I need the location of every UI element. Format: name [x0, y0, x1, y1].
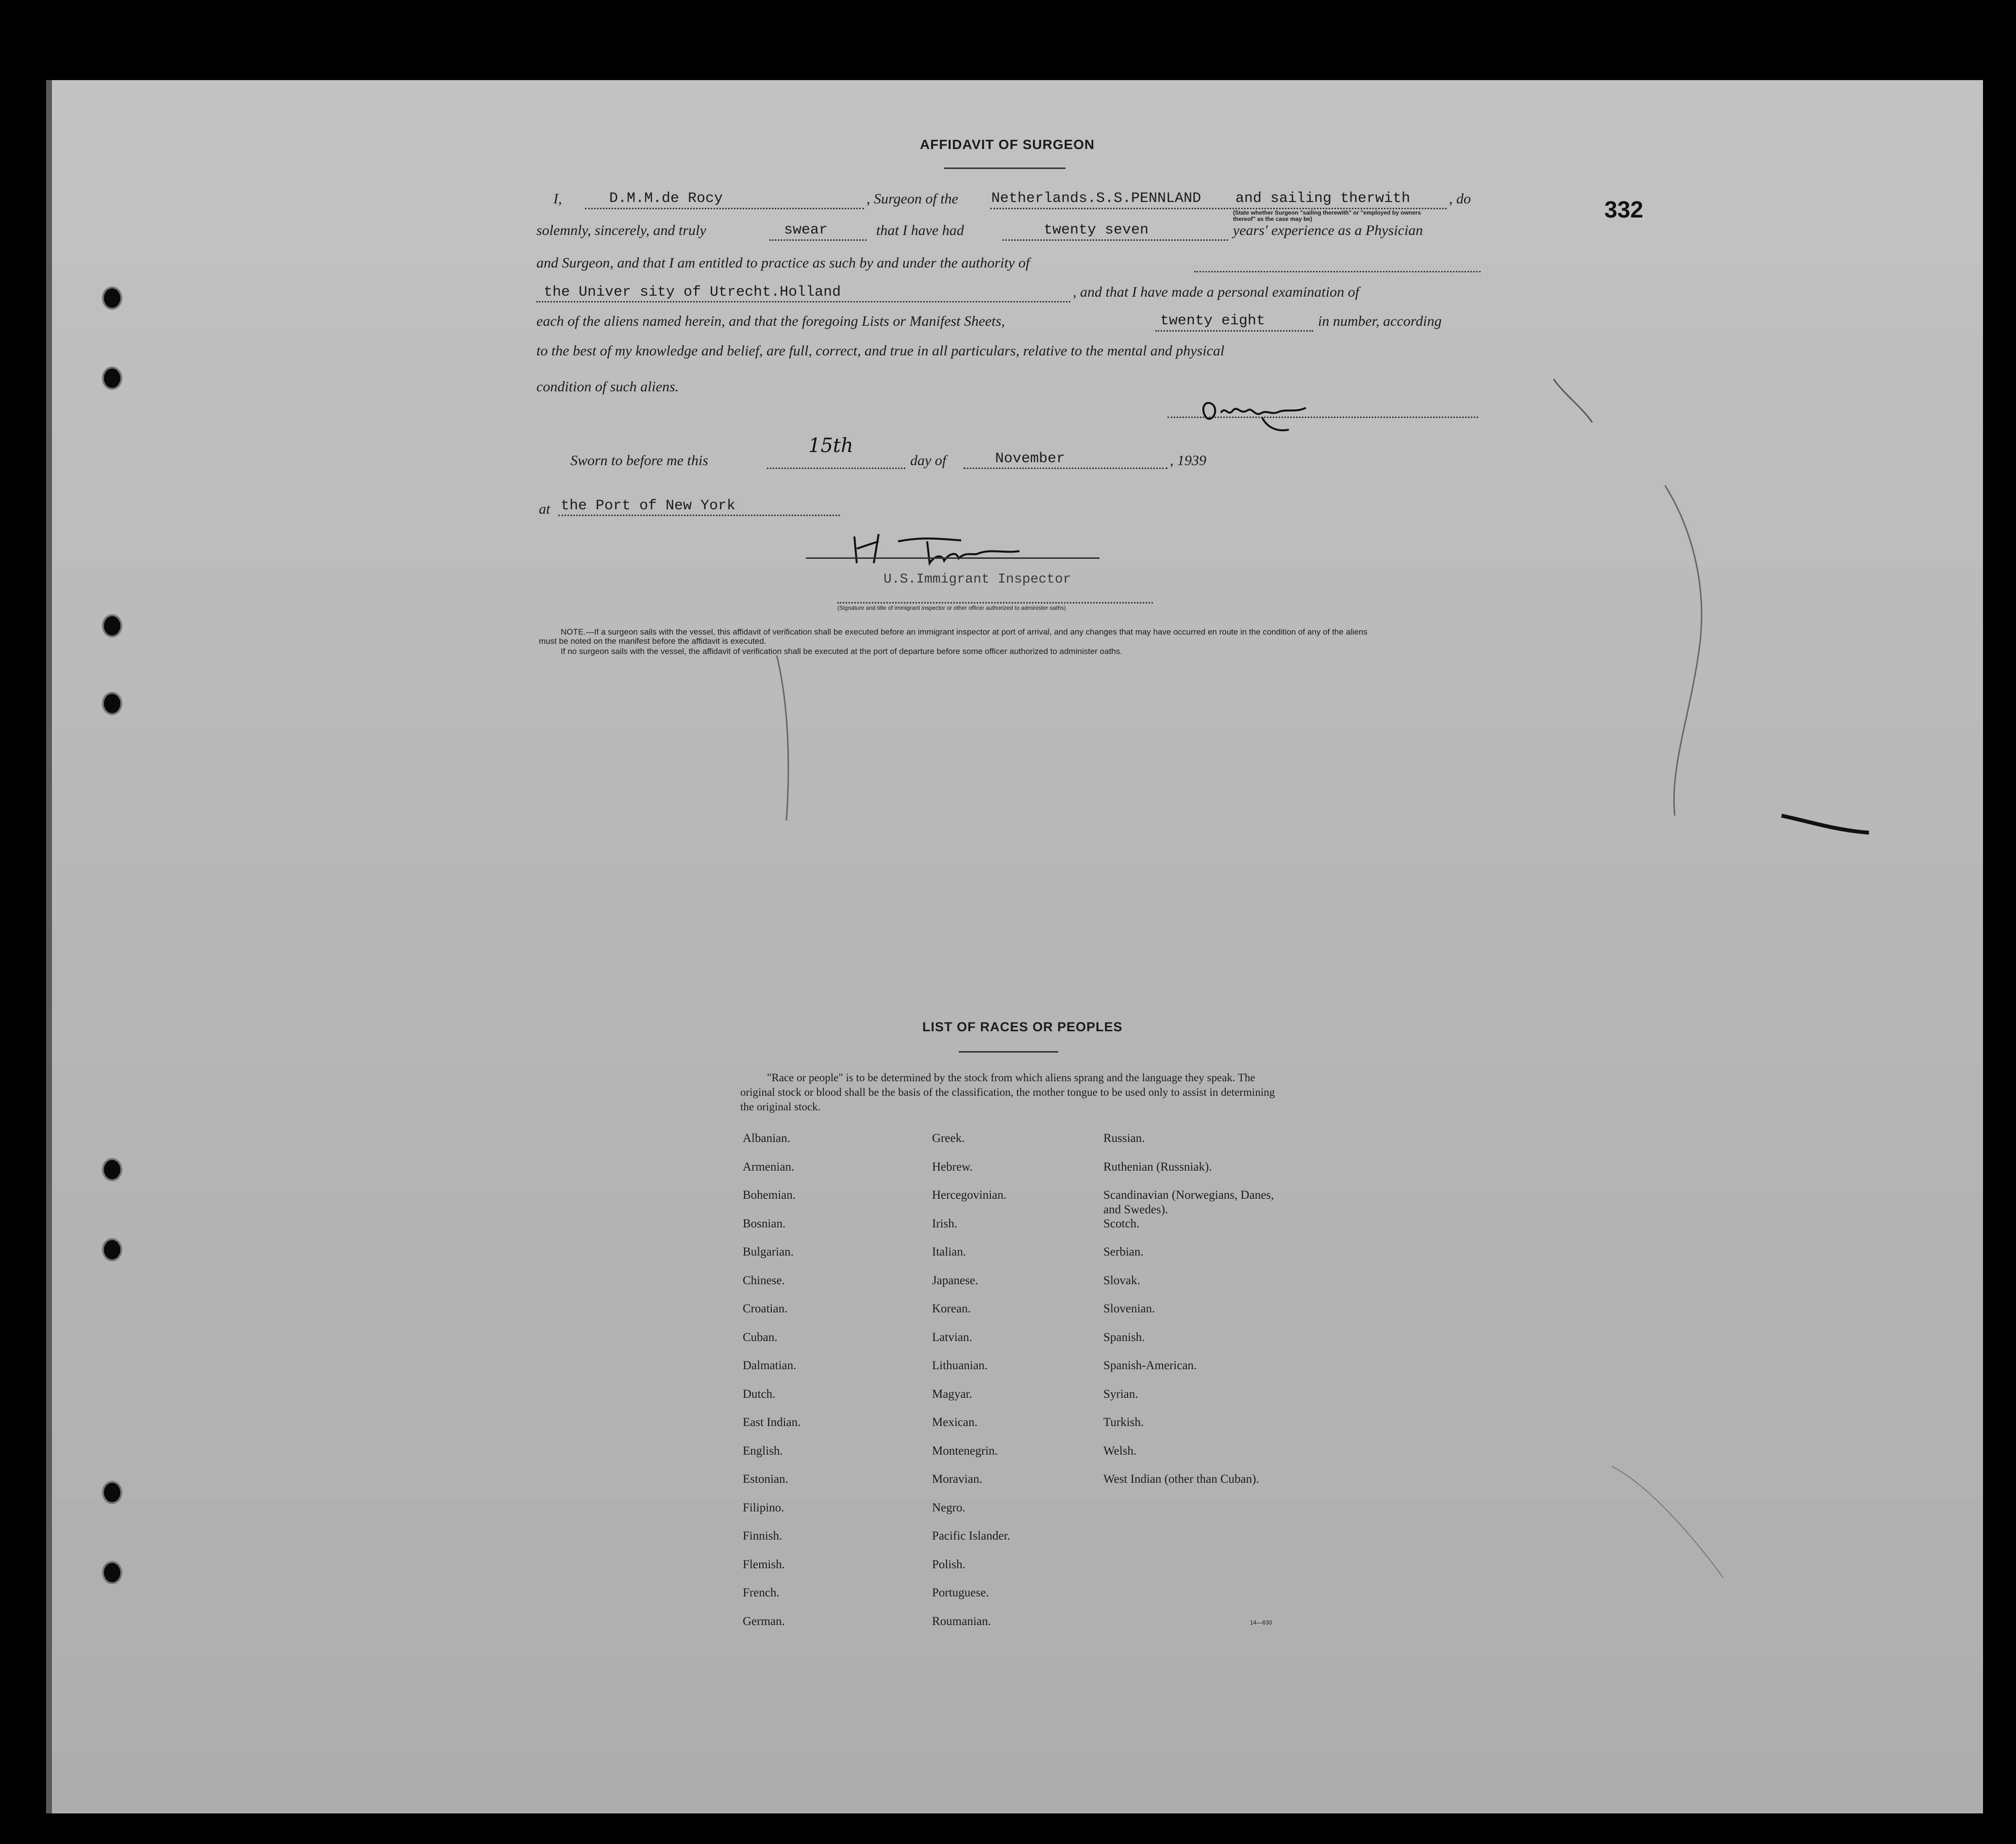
race-item: Korean.: [932, 1302, 971, 1315]
race-item: Magyar.: [932, 1387, 972, 1401]
race-item: Pacific Islander.: [932, 1529, 1011, 1542]
surgeon-name-underline: [585, 208, 864, 209]
label-in-number: in number, according: [1318, 313, 1442, 329]
ship-note: (State whether Surgeon "sailing therewith" or "employed by owners thereof" as the case may be): [1233, 209, 1421, 222]
place-field: the Port of New York: [561, 498, 736, 514]
race-item: Russian.: [1103, 1132, 1145, 1145]
race-item: Latvian.: [932, 1330, 972, 1344]
form-number: 14—630: [1250, 1619, 1272, 1626]
inspector-title-line: [837, 602, 1153, 603]
races-title: LIST OF RACES OR PEOPLES: [922, 1020, 1123, 1034]
race-item: Mexican.: [932, 1416, 978, 1429]
oath-field: swear: [784, 222, 828, 238]
race-item: English.: [743, 1444, 783, 1458]
month-underline: [964, 468, 1167, 469]
day-field: 15th: [808, 435, 853, 457]
race-item: Slovak.: [1103, 1274, 1140, 1287]
oath-underline: [769, 239, 866, 241]
inspector-signature-line: [806, 557, 1100, 559]
race-item: Japanese.: [932, 1274, 979, 1287]
race-item: German.: [743, 1614, 785, 1628]
race-item: Armenian.: [743, 1160, 795, 1173]
race-item: Cuban.: [743, 1330, 778, 1344]
races-title-underline: [959, 1051, 1058, 1053]
race-item: Dutch.: [743, 1387, 776, 1401]
signature-caption: (Signature and title of immigrant inspector or other officer authorized to administer oaths): [837, 604, 1066, 611]
inspector-signature: [845, 527, 1097, 570]
title-underline: [944, 168, 1066, 169]
label-personal-exam: , and that I have made a personal examination of: [1073, 284, 1359, 300]
race-item: Portuguese.: [932, 1586, 989, 1599]
label-sworn: Sworn to before me this: [570, 453, 708, 469]
race-item: Hebrew.: [932, 1160, 973, 1173]
punch-hole: [102, 614, 122, 637]
race-item: Roumanian.: [932, 1614, 991, 1628]
ship-field: Netherlands.S.S.PENNLAND: [991, 190, 1201, 207]
race-item: Montenegrin.: [932, 1444, 998, 1458]
surgeon-name-field: D.M.M.de Rocy: [609, 190, 723, 207]
pencil-mark-left: [772, 655, 801, 825]
race-item: Negro.: [932, 1501, 966, 1514]
label-each-alien: each of the aliens named herein, and that the foregoing Lists or Manifest Sheets,: [536, 313, 1005, 329]
race-item: Scandinavian (Norwegians, Danes, and Swedes).: [1103, 1189, 1274, 1216]
punch-hole: [102, 1238, 122, 1261]
month-field: November: [995, 451, 1066, 467]
label-and-surgeon: and Surgeon, and that I am entitled to practice as such by and under the authority of: [536, 255, 1030, 271]
punch-hole: [102, 367, 122, 390]
label-day-of: day of: [910, 453, 947, 469]
race-item: Bohemian.: [743, 1189, 796, 1202]
label-that-had: that I have had: [876, 222, 964, 238]
sheet-number: 332: [1604, 197, 1644, 223]
race-item: Albanian.: [743, 1132, 790, 1145]
race-item: Estonian.: [743, 1473, 788, 1486]
race-item: Ruthenian (Russniak).: [1103, 1160, 1212, 1173]
race-item: Moravian.: [932, 1473, 983, 1486]
race-item: East Indian.: [743, 1416, 801, 1429]
label-years-exp: years' experience as a Physician: [1233, 222, 1423, 238]
race-item: Dalmatian.: [743, 1359, 797, 1372]
label-i: I,: [553, 191, 562, 207]
authority-underline: [536, 301, 1070, 302]
race-item: Hercegovinian.: [932, 1189, 1007, 1202]
sheets-field: twenty eight: [1160, 313, 1266, 329]
race-item: Scotch.: [1103, 1217, 1140, 1230]
authority-underline-top: [1194, 271, 1481, 272]
label-at: at: [539, 501, 550, 517]
punch-hole: [102, 1158, 122, 1181]
punch-hole: [102, 1481, 122, 1504]
sailing-field: and sailing therwith: [1235, 190, 1411, 207]
race-item: Greek.: [932, 1132, 965, 1145]
day-underline: [767, 468, 905, 469]
race-item: Welsh.: [1103, 1444, 1137, 1458]
punch-hole: [102, 286, 122, 310]
race-item: Spanish-American.: [1103, 1359, 1197, 1372]
races-intro: "Race or people" is to be determined by the stock from which aliens sprang and the language they speak. The original stock or blood shall be the basis of the classification, the mother tongue to be used only to assist in determining the original stock.: [740, 1072, 1275, 1113]
affidavit-line-1: [553, 191, 562, 207]
label-best: to the best of my knowledge and belief, are full, correct, and true in all particulars, relative to the mental and physical: [536, 343, 1225, 359]
race-item: Spanish.: [1103, 1330, 1145, 1344]
race-item: Finnish.: [743, 1529, 783, 1542]
year-field: , 1939: [1170, 453, 1206, 469]
race-item: Bosnian.: [743, 1217, 786, 1230]
affidavit-title: AFFIDAVIT OF SURGEON: [920, 137, 1095, 152]
label-condition: condition of such aliens.: [536, 379, 679, 395]
binding-edge: [46, 80, 52, 1813]
place-underline: [558, 515, 840, 516]
race-item: Lithuanian.: [932, 1359, 988, 1372]
label-solemnly: solemnly, sincerely, and truly: [536, 222, 706, 238]
years-underline: [1002, 239, 1228, 241]
race-item: Turkish.: [1103, 1416, 1144, 1429]
race-item: French.: [743, 1586, 780, 1599]
race-item: Chinese.: [743, 1274, 785, 1287]
pencil-marks: [1553, 379, 1942, 1641]
race-item: Filipino.: [743, 1501, 784, 1514]
race-item: Serbian.: [1103, 1245, 1144, 1258]
years-field: twenty seven: [1044, 222, 1149, 238]
label-do: , do: [1449, 191, 1471, 207]
race-item: Croatian.: [743, 1302, 788, 1315]
punch-hole: [102, 692, 122, 715]
sheets-underline: [1155, 330, 1313, 332]
note-paragraph-2: If no surgeon sails with the vessel, the affidavit of verification shall be executed at the port of departure before some officer authorized to administer oaths.: [561, 647, 1122, 656]
inspector-title-stamp: U.S.Immigrant Inspector: [883, 572, 1071, 587]
race-item: West Indian (other than Cuban).: [1103, 1473, 1259, 1486]
race-item: Syrian.: [1103, 1387, 1138, 1401]
race-item: Polish.: [932, 1558, 966, 1571]
surgeon-signature: [1194, 388, 1311, 437]
label-surgeon-of: , Surgeon of the: [866, 191, 958, 207]
race-item: Flemish.: [743, 1558, 785, 1571]
race-item: Bulgarian.: [743, 1245, 794, 1258]
note-paragraph-1: NOTE.—If a surgeon sails with the vessel, this affidavit of verification shall be executed before an immigrant inspector at port of arrival, and any changes that may have occurred en route in the condition of any of the aliens must be noted on the manifest before the affidavit is executed.: [539, 627, 1367, 646]
race-item: Italian.: [932, 1245, 966, 1258]
punch-hole: [102, 1561, 122, 1584]
race-item: Irish.: [932, 1217, 958, 1230]
authority-field: the Univer sity of Utrecht.Holland: [544, 284, 841, 301]
race-item: Slovenian.: [1103, 1302, 1155, 1315]
